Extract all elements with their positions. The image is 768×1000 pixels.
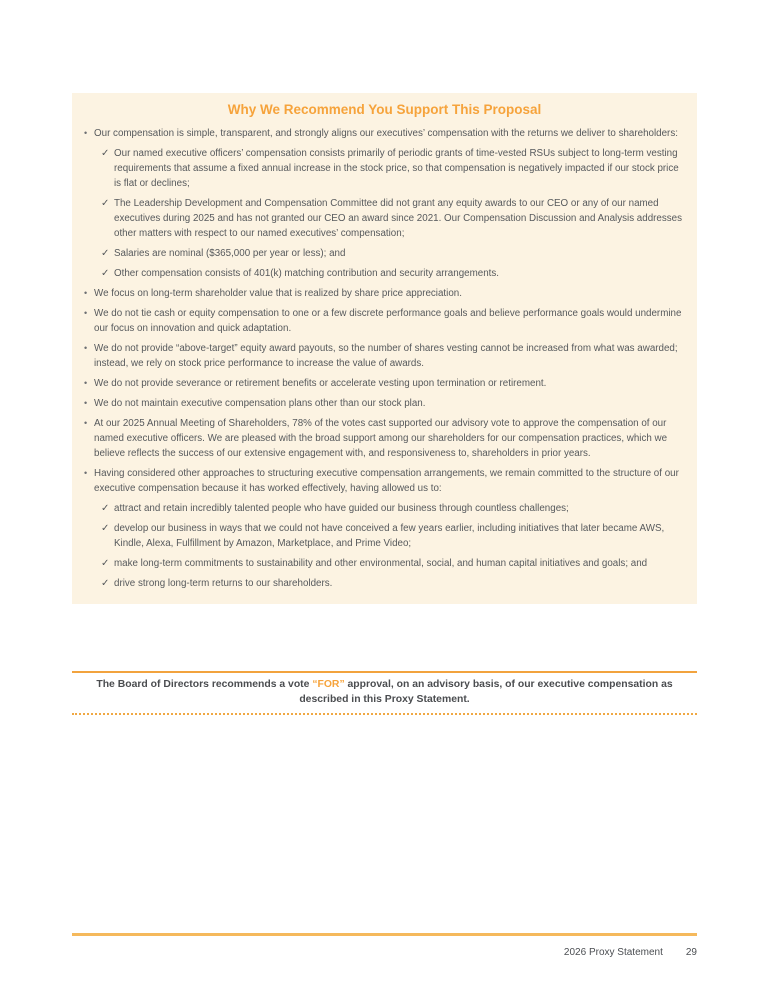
board-recommendation-text (84, 678, 686, 707)
checkmark-icon: ✓ (101, 198, 110, 209)
bullet-text: We do not provide “above-target” equity award payouts, so the number of shares vesting cannot be increased from what was awarded; instead, we rely on stock price performance to increase the value of awards. (94, 343, 678, 369)
checkmark-icon: ✓ (101, 523, 110, 534)
bullet-text: We do not tie cash or equity compensation to one or a few discrete performance goals and believe performance goals would undermine our focus on innovation and quick adaptation. (94, 308, 682, 334)
bullet-text: We do not provide severance or retirement benefits or accelerate vesting upon termination or retirement. (94, 378, 547, 389)
bullet-item (81, 341, 688, 371)
bullet-item (81, 416, 688, 461)
checkmark-icon: ✓ (101, 248, 110, 259)
check-item (101, 521, 688, 551)
footer (564, 947, 697, 958)
proposal-recommendation-box (72, 93, 697, 604)
bullet-icon: • (84, 398, 88, 408)
footer-document-title: 2026 Proxy Statement (563, 947, 663, 958)
bullet-item (81, 396, 688, 411)
check-text: Salaries are nominal ($365,000 per year or less); and (114, 248, 346, 259)
bullet-icon: • (84, 128, 88, 138)
checkmark-icon: ✓ (101, 148, 110, 159)
bullet-item (81, 376, 688, 391)
check-item (101, 246, 688, 261)
proposal-box-title: Why We Recommend You Support This Proposal (227, 102, 542, 117)
footer-page-number: 29 (685, 947, 697, 958)
bullet-icon: • (84, 308, 88, 318)
bullet-icon: • (84, 288, 88, 298)
recommendation-suffix: approval, on an advisory basis, of our executive compensation as described in this Proxy Statement. (299, 679, 673, 705)
check-item (101, 196, 688, 241)
check-text: Our named executive officers’ compensation consists primarily of periodic grants of time-vested RSUs subject to long-term vesting requirements that assume a fixed annual increase in the stock price, so that compensation is negatively impacted if our stock price is flat or declines; (114, 148, 679, 189)
bullet-item (81, 126, 688, 141)
checkmark-icon: ✓ (101, 268, 110, 279)
check-text: drive strong long-term returns to our shareholders. (114, 578, 333, 589)
check-item (101, 146, 688, 191)
check-text: develop our business in ways that we could not have conceived a few years earlier, including initiatives that later became AWS, Kindle, Alexa, Fulfillment by Amazon, Marketplace, and Prime Video; (114, 523, 665, 549)
bullet-text: Having considered other approaches to structuring executive compensation arrangements, we remain committed to the structure of our executive compensation because it has worked effectively, having allowed us to: (94, 468, 679, 494)
vote-for-highlight: “FOR” (312, 679, 345, 690)
bullet-item (81, 466, 688, 496)
bullet-item (81, 286, 688, 301)
bullet-text: At our 2025 Annual Meeting of Shareholders, 78% of the votes cast supported our advisory vote to approve the compensation of our named executive officers. We are pleased with the broad support among our shareholders for our compensation practices, which we believe reflects the success of our extensive engagement with, and responsiveness to, shareholders in prior years. (94, 418, 668, 459)
check-text: Other compensation consists of 401(k) matching contribution and security arrangements. (114, 268, 499, 279)
bullet-icon: • (84, 343, 88, 353)
bullet-icon: • (84, 378, 88, 388)
check-item (101, 266, 688, 281)
recommendation-prefix: The Board of Directors recommends a vote (96, 679, 313, 690)
check-text: attract and retain incredibly talented people who have guided our business through countless challenges; (114, 503, 569, 514)
checkmark-icon: ✓ (101, 558, 110, 569)
footer-divider (72, 933, 697, 936)
checkmark-icon: ✓ (101, 578, 110, 589)
check-item (101, 576, 688, 591)
bullet-text: We do not maintain executive compensation plans other than our stock plan. (94, 398, 426, 409)
check-text: The Leadership Development and Compensation Committee did not grant any equity awards to our CEO or any of our named executives during 2025 and has not granted our CEO an award since 2021. Our Compensation Discussion and Analysis addresses other matters with respect to our named executives’ compensation; (114, 198, 683, 239)
bullet-text: Our compensation is simple, transparent, and strongly aligns our executives’ compensation with the returns we deliver to shareholders: (94, 128, 678, 139)
bullet-icon: • (84, 418, 88, 428)
bullet-icon: • (84, 468, 88, 478)
check-text: make long-term commitments to sustainability and other environmental, social, and human capital initiatives and goals; and (114, 558, 648, 569)
board-recommendation-block (72, 671, 697, 715)
bullet-item (81, 306, 688, 336)
dotted-divider (72, 713, 697, 715)
checkmark-icon: ✓ (101, 503, 110, 514)
proposal-list (81, 126, 688, 591)
check-item (101, 556, 688, 571)
check-item (101, 501, 688, 516)
bullet-text: We focus on long-term shareholder value that is realized by share price appreciation. (94, 288, 462, 299)
